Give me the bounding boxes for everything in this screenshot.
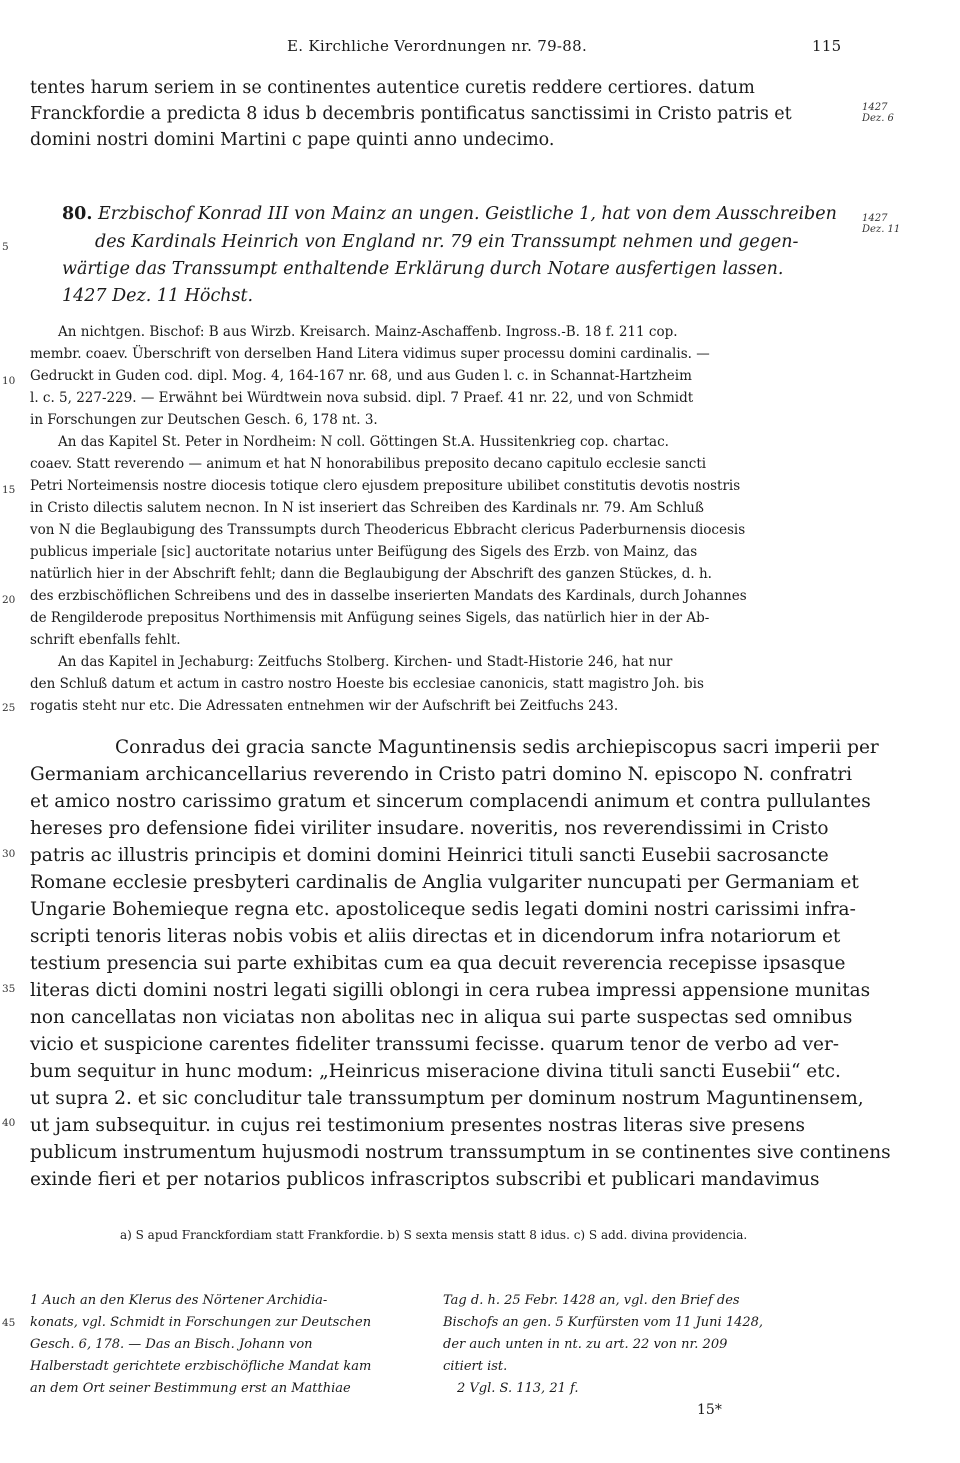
margin-day: Dez. 11 [862,224,901,235]
footnote-line: Gesch. 6, 178. — Das an Bisch. Johann von [30,1337,313,1352]
text-line: ut supra 2. et sic concluditur tale transsumptum per dominum nostrum Maguntinensem, [30,1088,864,1109]
line-number: 35 [2,983,16,995]
text-line: ut jam subsequitur. in cujus rei testimonium presentes nostras literas sive presens [30,1115,806,1136]
footnote-line: Halberstadt gerichtete erzbischöfliche Mandat kam [30,1359,372,1374]
text-line: exinde fieri et per notarios publicos infrascriptos subscribi et publicari mandavimus [30,1169,820,1190]
source-line: in Forschungen zur Deutschen Gesch. 6, 178 nt. 3. [30,412,378,428]
text-line: testium presencia sui parte exhibitas cum ea qua decuit reverencia recepisse ipsasque [30,953,846,974]
source-line: de Rengilderode prepositus Northimensis mit Anfügung seines Sigels, das natürlich hier in der Ab- [30,610,710,626]
footnote-line: an dem Ort seiner Bestimmung erst an Matthiae [30,1381,351,1396]
text-line: publicum instrumentum hujusmodi nostrum transsumptum in se continentes sive continens [30,1142,891,1163]
apparatus-criticus: a) S apud Franckfordiam statt Frankfordie. b) S sexta mensis statt 8 idus. c) S add. divina providencia. [120,1228,748,1242]
document-number: 80. [62,204,93,224]
line-number: 20 [2,594,16,606]
margin-date [862,213,900,235]
text-line: literas dicti domini nostri legati sigilli oblongi in cera rubea impressi appensione munitas [30,980,871,1001]
footnote-line: der auch unten in nt. zu art. 22 von nr. 209 [443,1337,728,1352]
running-title: E. Kirchliche Verordnungen nr. 79-88. [287,37,588,55]
footnote-line: Bischofs an gen. 5 Kurfürsten vom 11 Juni 1428, [443,1315,764,1330]
source-line: von N die Beglaubigung des Transsumpts durch Theodericus Ebbracht clericus Paderburnensis diocesis [30,522,746,538]
source-line: membr. coaev. Überschrift von derselben Hand Litera vidimus super processu domini cardinalis. — [30,346,710,362]
regest-line [62,204,837,224]
source-line: Petri Norteimensis nostre diocesis totique clero ejusdem prepositure ubilibet constitutis devotis nostris [30,478,741,494]
line-number: 45 [2,1317,16,1329]
source-line: natürlich hier in der Abschrift fehlt; dann die Beglaubigung der Abschrift des ganzen Stückes, d. h. [30,566,712,582]
margin-year: 1427 [862,102,888,113]
source-line: l. c. 5, 227-229. — Erwähnt bei Würdtwein nova subsid. dipl. 7 Praef. 41 nr. 22, und von Schmidt [30,390,694,406]
margin-date [862,102,894,124]
source-line: in Cristo dilectis salutem necnon. In N ist inseriert das Schreiben des Kardinals nr. 79. Am Schluß [30,500,704,516]
regest-text: Erzbischof Konrad III von Mainz an ungen. Geistliche 1, hat von dem Ausschreiben [98,204,837,224]
source-line: An das Kapitel St. Peter in Nordheim: N coll. Göttingen St.A. Hussitenkrieg cop. chartac. [58,434,669,450]
line-number: 30 [2,848,16,860]
source-line: den Schluß datum et actum in castro nostro Hoeste bis ecclesiae canonicis, statt magistro Joh. bis [30,676,704,692]
footnote-line: konats, vgl. Schmidt in Forschungen zur Deutschen [30,1315,372,1330]
footnote-line: Tag d. h. 25 Febr. 1428 an, vgl. den Brief des [443,1293,740,1308]
source-line: An nichtgen. Bischof: B aus Wirzb. Kreisarch. Mainz-Aschaffenb. Ingross.-B. 18 f. 211 cop. [58,324,678,340]
text-line: hereses pro defensione fidei viriliter insudare. noveritis, nos reverendissimi in Cristo [30,818,829,839]
text-line: vicio et suspicione carentes fideliter transsumi fecisse. quarum tenor de verbo ad ver- [30,1034,840,1055]
text-line: non cancellatas non viciatas non abolitas nec in aliqua sui parte suspectas sed omnibus [30,1007,853,1028]
margin-year: 1427 [862,213,888,224]
source-line: An das Kapitel in Jechaburg: Zeitfuchs Stolberg. Kirchen- und Stadt-Historie 246, hat nur [58,654,673,670]
line-number: 40 [2,1117,16,1129]
text-line: Ungarie Bohemieque regna etc. apostoliceque sedis legati domini nostri carissimi infra- [30,899,856,920]
text-line: et amico nostro carissimo gratum et sincerum complacendi animum et contra pullulantes [30,791,871,812]
footnote-line: citiert ist. [443,1359,508,1374]
source-line: schrift ebenfalls fehlt. [30,632,181,648]
text-line: Conradus dei gracia sancte Maguntinensis sedis archiepiscopus sacri imperii per [115,737,879,758]
footnote-line: 2 Vgl. S. 113, 21 f. [457,1381,579,1396]
regest-line: wärtige das Transsumpt enthaltende Erklärung durch Notare ausfertigen lassen. [62,259,784,279]
line-number: 5 [2,241,9,253]
line-number: 25 [2,702,16,714]
text-line: Germaniam archicancellarius reverendo in Cristo patri domino N. episcopo N. confratri [30,764,853,785]
source-line: coaev. Statt reverendo — animum et hat N honorabilibus preposito decano capitulo ecclesie sancti [30,456,707,472]
line-number: 10 [2,375,16,387]
page-number: 115 [812,37,842,55]
text-line: patris ac illustris principis et domini domini Heinrici tituli sancti Eusebii sacrosancte [30,845,829,866]
regest-line: des Kardinals Heinrich von England nr. 79 ein Transsumpt nehmen und gegen- [95,232,799,252]
prev-doc-line: domini nostri domini Martini c pape quinti anno undecimo. [30,130,555,150]
regest-line: 1427 Dez. 11 Höchst. [62,286,254,306]
margin-day: Dez. 6 [862,113,894,124]
text-line: scripti tenoris literas nobis vobis et aliis directas et in dicendorum infra notariorum et [30,926,841,947]
source-line: publicus imperiale [sic] auctoritate notarius unter Beifügung des Sigels des Erzb. von Mainz, das [30,544,698,560]
signature-mark: 15* [697,1402,722,1418]
source-line: des erzbischöflichen Schreibens und des in dasselbe inserierten Mandats des Kardinals, durch Johannes [30,588,747,604]
text-line: bum sequitur in hunc modum: „Heinricus miseracione divina tituli sancti Eusebii“ etc. [30,1061,841,1082]
prev-doc-line: Franckfordie a predicta 8 idus b decembris pontificatus sanctissimi in Cristo patris et [30,104,792,124]
footnote-line: 1 Auch an den Klerus des Nörtener Archidia- [30,1293,328,1308]
source-line: rogatis steht nur etc. Die Adressaten entnehmen wir der Aufschrift bei Zeitfuchs 243. [30,698,619,714]
prev-doc-line: tentes harum seriem in se continentes autentice curetis reddere certiores. datum [30,78,755,98]
source-line: Gedruckt in Guden cod. dipl. Mog. 4, 164-167 nr. 68, und aus Guden l. c. in Schannat-Hartzheim [30,368,692,384]
text-line: Romane ecclesie presbyteri cardinalis de Anglia vulgariter nuncupati per Germaniam et [30,872,859,893]
line-number: 15 [2,484,16,496]
